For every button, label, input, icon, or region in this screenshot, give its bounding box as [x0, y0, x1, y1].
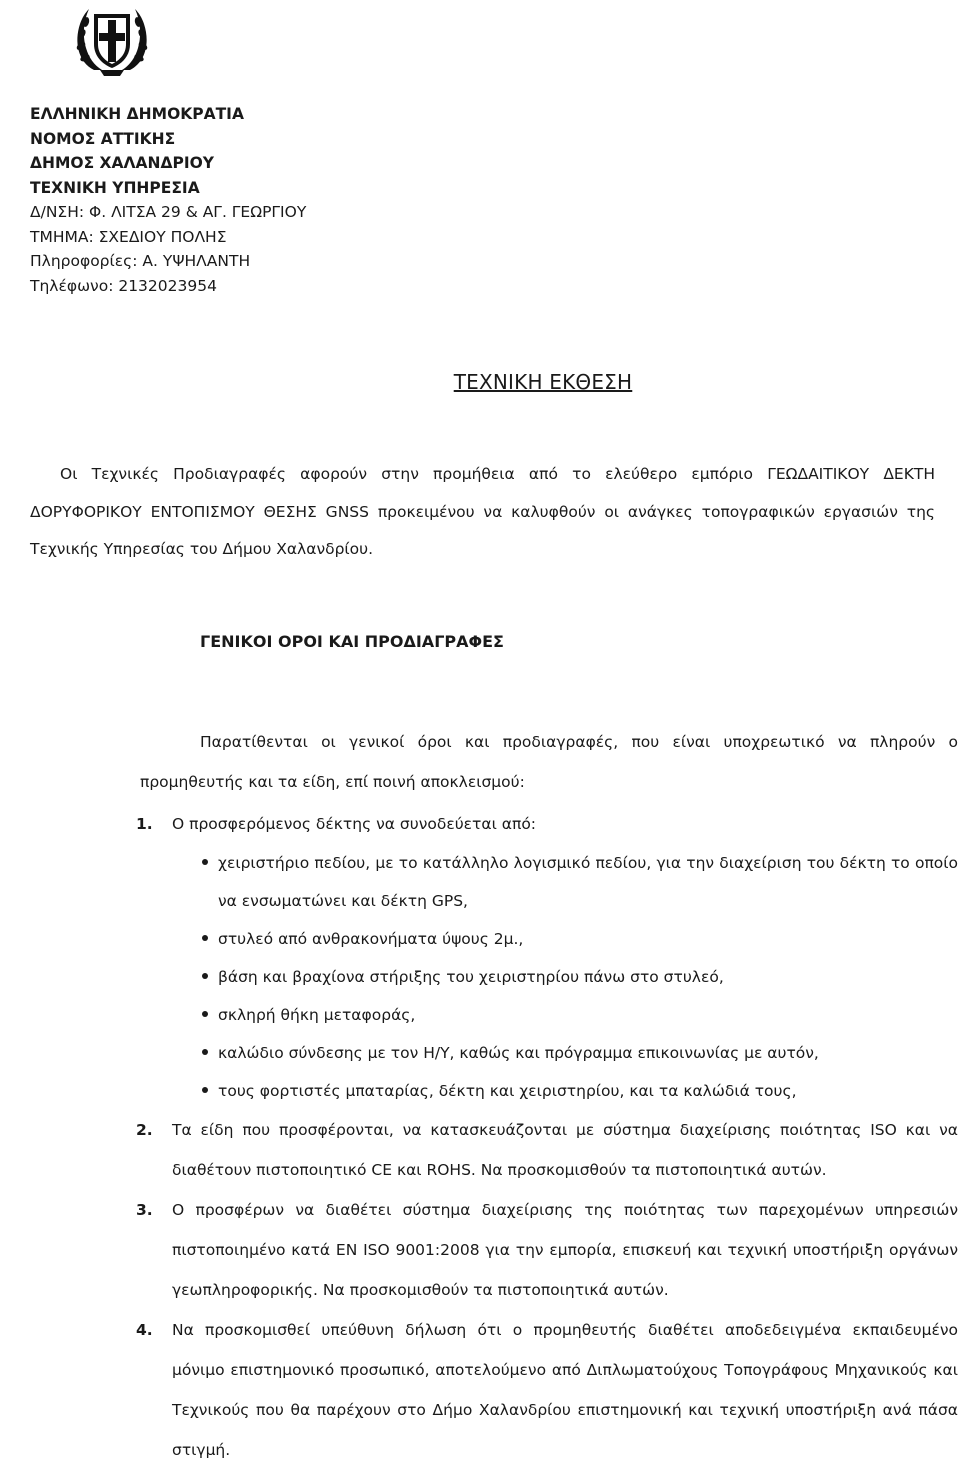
header-line: ΤΕΧΝΙΚΗ ΥΠΗΡΕΣΙΑ	[30, 178, 200, 197]
list-item	[136, 1310, 958, 1470]
bullet-text: τους φορτιστές μπαταρίας, δέκτη και χειριστηρίου, και τα καλώδιά τους,	[218, 1082, 797, 1100]
item-number: 4.	[136, 1321, 153, 1339]
header-line: Δ/ΝΣΗ: Φ. ΛΙΤΣΑ 29 & ΑΓ. ΓΕΩΡΓΙΟΥ	[30, 203, 307, 221]
bullet-item	[172, 844, 958, 920]
bullet-icon	[202, 1011, 208, 1017]
header-line: ΔΗΜΟΣ ΧΑΛΑΝΔΡΙΟΥ	[30, 154, 214, 172]
list-item	[136, 1110, 958, 1190]
item-text: Να προσκομισθεί υπεύθυνη δήλωση ότι ο προμηθευτής διαθέτει αποδεδειγμένα εκπαιδευμένο μόνιμο επιστημονικό προσωπικό, αποτελούμενο από Διπλωματούχους Τοπογράφους Μηχανικούς και Τεχνικούς που θα παρέχουν στο Δήμο Χαλανδρίου επιστημονική και τεχνική υποστήριξη ανά πάσα στιγμή.	[172, 1321, 958, 1459]
item-number: 3.	[136, 1201, 153, 1219]
bullet-text: στυλεό από ανθρακονήματα ύψους 2μ.,	[218, 930, 524, 948]
bullet-text: σκληρή θήκη μεταφοράς,	[218, 1006, 416, 1024]
header-line: ΝΟΜΟΣ ΑΤΤΙΚΗΣ	[30, 129, 176, 148]
list-item	[136, 804, 958, 1110]
general-terms-paragraph: Παρατίθενται οι γενικοί όροι και προδιαγραφές, που είναι υποχρεωτικό να πληρούν ο προμηθευτής και τα είδη, επί ποινή αποκλεισμού:	[140, 733, 958, 791]
bullet-item	[172, 958, 958, 996]
document-title: ΤΕΧΝΙΚΗ ΕΚΘΕΣΗ	[453, 370, 633, 394]
bullet-text: καλώδιο σύνδεσης με τον Η/Υ, καθώς και πρόγραμμα επικοινωνίας με αυτόν,	[218, 1044, 819, 1062]
header-line: ΕΛΛΗΝΙΚΗ ΔΗΜΟΚΡΑΤΙΑ	[30, 105, 244, 123]
item-text: Ο προσφέρων να διαθέτει σύστημα διαχείρισης της ποιότητας των παρεχομένων υπηρεσιών πιστοποιημένο κατά ΕΝ ISO 9001:2008 για την εμπορία, επισκευή και τεχνική υποστήριξη οργάνων γεωπληροφορικής. Να προσκομισθούν τα πιστοποιητικά αυτών.	[172, 1201, 958, 1299]
header-line: ΤΜΗΜΑ: ΣΧΕΔΙΟΥ ΠΟΛΗΣ	[30, 227, 227, 246]
header-line: Πληροφορίες: Α. ΥΨΗΛΑΝΤΗ	[30, 252, 251, 270]
item-text: Τα είδη που προσφέρονται, να κατασκευάζονται με σύστημα διαχείρισης ποιότητας ISO και να διαθέτουν πιστοποιητικό CE και ROHS. Να προσκομισθούν τα πιστοποιητικά αυτών.	[172, 1121, 958, 1179]
bullet-icon	[202, 935, 208, 941]
list-item	[136, 1190, 958, 1310]
section-title: ΓΕΝΙΚΟΙ ΟΡΟΙ ΚΑΙ ΠΡΟΔΙΑΓΡΑΦΕΣ	[200, 632, 504, 651]
header-line: Τηλέφωνο: 2132023954	[30, 276, 217, 295]
bullet-item	[172, 920, 958, 958]
numbered-list	[136, 804, 958, 1470]
item-number: 1.	[136, 815, 153, 833]
item-number: 2.	[136, 1121, 153, 1139]
bullet-icon	[202, 1049, 208, 1055]
item-text: Ο προσφερόμενος δέκτης να συνοδεύεται από:	[172, 815, 537, 833]
bullet-list	[172, 844, 958, 1110]
bullet-item	[172, 1034, 958, 1072]
bullet-text: χειριστήριο πεδίου, με το κατάλληλο λογισμικό πεδίου, για την διαχείριση του δέκτη το οποίο να ενσωματώνει και δέκτη GPS,	[218, 854, 958, 910]
intro-paragraph: Οι Τεχνικές Προδιαγραφές αφορούν στην προμήθεια από το ελεύθερο εμπόριο ΓΕΩΔΑΙΤΙΚΟΥ ΔΕΚΤΗ ΔΟΡΥΦΟΡΙΚΟΥ ΕΝΤΟΠΙΣΜΟΥ ΘΕΣΗΣ GNSS προκειμένου να καλυφθούν οι ανάγκες τοπογραφικών εργασιών της Τεχνικής Υπηρεσίας του Δήμου Χαλανδρίου.	[30, 465, 935, 558]
bullet-item	[172, 996, 958, 1034]
bullet-item	[172, 1072, 958, 1110]
bullet-icon	[202, 973, 208, 979]
bullet-icon	[202, 859, 208, 865]
bullet-text: βάση και βραχίονα στήριξης του χειριστηρίου πάνω στο στυλεό,	[218, 968, 724, 986]
greek-state-emblem-icon	[72, 4, 152, 80]
bullet-icon	[202, 1087, 208, 1093]
issuer-header	[30, 102, 306, 298]
